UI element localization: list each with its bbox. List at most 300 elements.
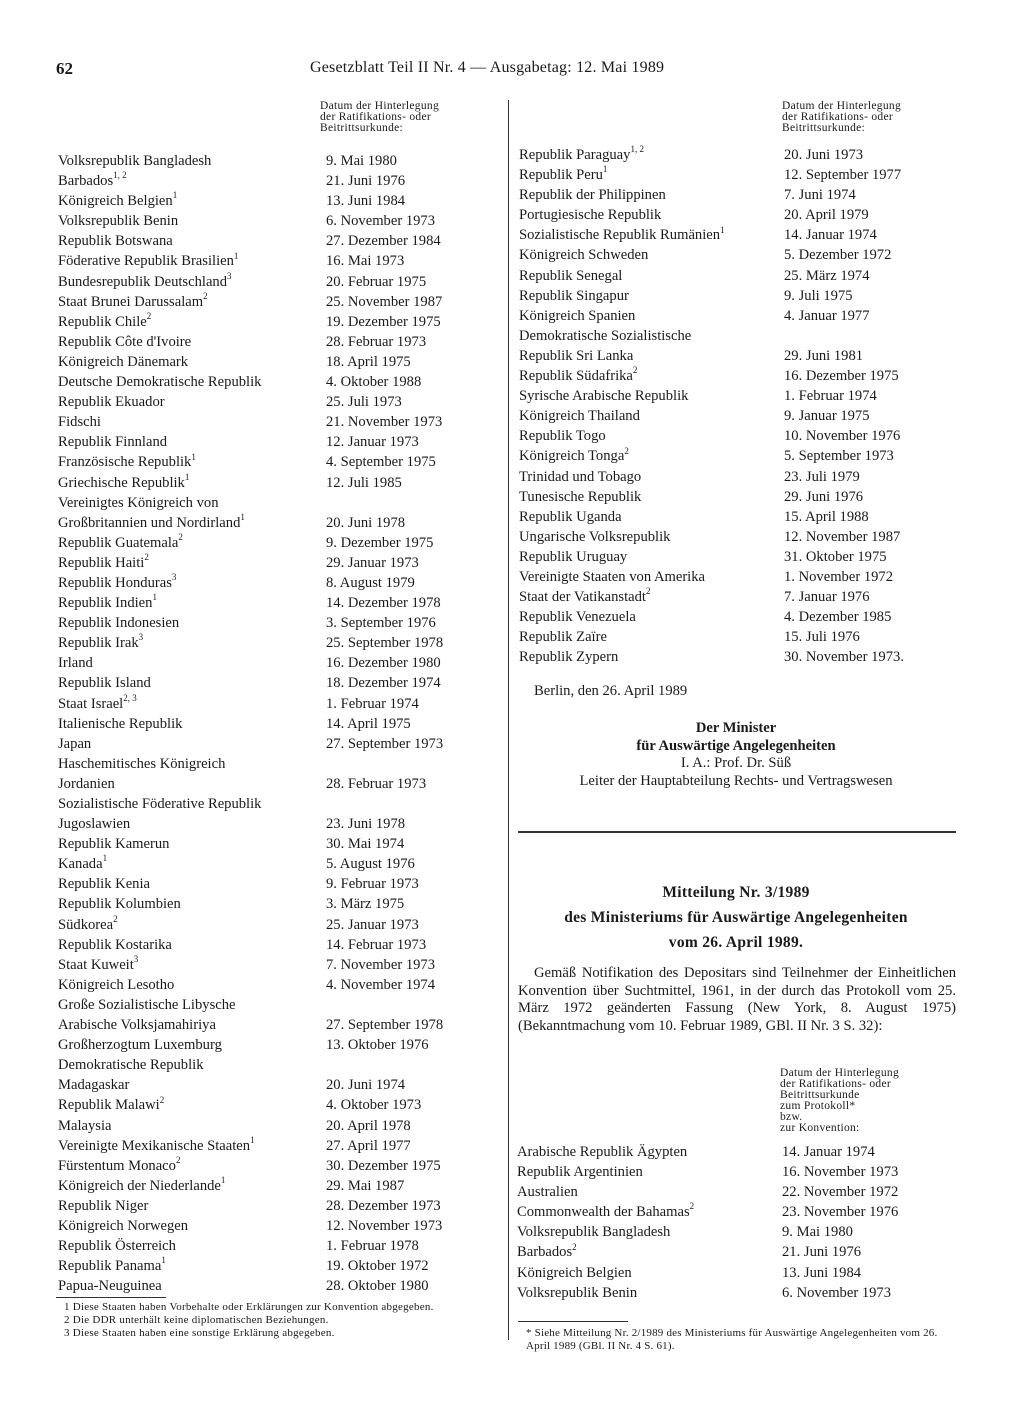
deposit-date: 19. Oktober 1972 — [326, 1258, 429, 1275]
notice-title — [516, 880, 956, 955]
deposit-date: 4. September 1975 — [326, 454, 436, 471]
deposit-date: 12. September 1977 — [784, 167, 902, 184]
state-entry — [519, 145, 959, 165]
state-entry — [519, 266, 959, 286]
state-entry — [519, 225, 959, 245]
state-name — [58, 553, 326, 573]
left-column-header — [320, 101, 439, 134]
deposit-date: 25. November 1987 — [326, 293, 443, 310]
state-name-text: Republik Argentinien — [517, 1164, 643, 1181]
footnote-marker: 3 — [138, 632, 144, 643]
state-entry — [517, 1142, 957, 1162]
footnote-marker: 2 — [113, 913, 118, 924]
state-name — [519, 627, 784, 647]
deposit-date: 3. September 1976 — [326, 615, 436, 632]
state-name-text: Republik Zypern — [519, 649, 619, 666]
deposit-date: 14. Februar 1973 — [326, 936, 427, 953]
deposit-date: 1. Februar 1978 — [326, 1238, 419, 1255]
deposit-date: 20. Juni 1973 — [784, 147, 864, 163]
deposit-date: 21. Juni 1976 — [782, 1244, 862, 1261]
state-entry — [58, 1075, 498, 1095]
footnote-marker: 1 — [152, 592, 157, 603]
state-name — [58, 734, 326, 754]
state-name — [519, 507, 784, 527]
column-header-line: Datum der Hinterlegung — [782, 100, 902, 112]
state-name-text: Italienische Republik — [58, 715, 183, 732]
deposit-date: 14. Januar 1974 — [782, 1144, 875, 1160]
state-entry — [519, 245, 959, 265]
signature-block — [516, 720, 956, 790]
state-name — [58, 995, 326, 1015]
state-entry — [58, 955, 498, 975]
footnote-marker: 2 — [624, 445, 629, 456]
state-entry — [58, 794, 498, 814]
deposit-date: 27. September 1978 — [326, 1017, 444, 1034]
state-name — [58, 814, 326, 834]
deposit-date: 9. Januar 1975 — [784, 408, 870, 425]
state-name-text: Griechische Republik — [58, 474, 185, 491]
deposit-date: 28. Februar 1973 — [326, 775, 427, 792]
state-name — [58, 513, 326, 533]
state-name — [58, 874, 326, 894]
signatory: I. A.: Prof. Dr. Süß — [680, 755, 792, 771]
column-header-line: zum Protokoll* — [780, 1100, 856, 1112]
state-name-text: Republik Indien — [58, 595, 153, 612]
state-entry — [58, 473, 498, 493]
state-name-text: Republik Haiti — [58, 554, 145, 571]
state-name — [58, 1136, 326, 1156]
state-entry — [519, 467, 959, 487]
deposit-date: 23. Juli 1979 — [784, 468, 860, 485]
state-name-text: Republik Kolumbien — [58, 896, 181, 913]
deposit-date: 9. Dezember 1975 — [326, 534, 434, 551]
state-name-text: Staat Israel — [58, 695, 124, 712]
deposit-date: 9. Juli 1975 — [784, 287, 853, 304]
state-name — [58, 834, 326, 854]
state-name-text: Republik Südafrika — [519, 368, 633, 385]
footnote-marker: 2, 3 — [123, 692, 137, 703]
state-entry — [517, 1263, 957, 1283]
signatory-title: Leiter der Hauptabteilung Rechts- und Vertragswesen — [579, 772, 893, 789]
deposit-date: 13. Juni 1984 — [782, 1264, 862, 1281]
deposit-date: 13. Juni 1984 — [326, 193, 406, 210]
state-name — [58, 754, 326, 774]
state-entry — [519, 286, 959, 306]
state-entry — [519, 346, 959, 366]
state-name-text: Königreich Tonga — [519, 448, 625, 465]
state-name — [58, 1236, 326, 1256]
state-entry — [58, 673, 498, 693]
deposit-date: 7. November 1973 — [326, 956, 436, 973]
state-name — [519, 346, 784, 366]
deposit-date: 4. Oktober 1973 — [326, 1097, 422, 1114]
state-entry — [58, 1136, 498, 1156]
state-name — [58, 151, 326, 171]
state-name-text: Republik Peru — [519, 167, 603, 184]
deposit-date: 9. Mai 1980 — [326, 153, 397, 169]
deposit-date: 14. Januar 1974 — [784, 227, 877, 244]
state-name-text: Arabische Republik Ägypten — [517, 1144, 688, 1160]
state-name-text: Republik Niger — [58, 1197, 149, 1214]
state-name — [58, 372, 326, 392]
state-name-text: Königreich Spanien — [519, 307, 636, 324]
state-entry — [519, 326, 959, 346]
state-entry — [517, 1242, 957, 1262]
deposit-date: 16. Dezember 1980 — [326, 655, 441, 672]
deposit-date: 6. November 1973 — [326, 213, 436, 230]
state-name-text: Deutsche Demokratische Republik — [58, 374, 262, 391]
state-entry — [58, 151, 498, 171]
state-name-text: Demokratische Sozialistische — [519, 327, 692, 344]
state-name-text: Königreich Thailand — [519, 408, 640, 425]
state-name — [517, 1142, 782, 1162]
state-name-text: Republik Côte d'Ivoire — [58, 333, 192, 350]
column-header-line: Beitrittsurkunde: — [782, 122, 866, 134]
footnote-marker: 2 — [646, 586, 651, 597]
state-name — [517, 1222, 782, 1242]
state-name — [519, 366, 784, 386]
state-name-text: Republik Irak — [58, 635, 139, 652]
footnote-marker: 1 — [172, 190, 178, 201]
state-name-text: Republik Panama — [58, 1258, 162, 1275]
state-name-text: Ungarische Volksrepublik — [519, 528, 671, 545]
state-entry — [58, 734, 498, 754]
column-header-line: Datum der Hinterlegung — [780, 1067, 900, 1079]
deposit-date: 22. November 1972 — [782, 1184, 899, 1201]
state-name-text: Republik Paraguay — [519, 147, 631, 163]
state-name-text: Republik der Philippinen — [519, 187, 666, 204]
state-name-text: Republik Finnland — [58, 434, 168, 451]
state-entry — [519, 426, 959, 446]
deposit-date: 25. September 1978 — [326, 635, 444, 652]
deposit-date: 14. April 1975 — [326, 715, 411, 732]
state-name-text: Barbados — [517, 1244, 573, 1261]
state-name — [58, 452, 326, 472]
state-name-text: Barbados — [58, 173, 114, 190]
state-entry — [58, 533, 498, 553]
state-entry — [517, 1222, 957, 1242]
state-name-text: Vereinigte Staaten von Amerika — [519, 568, 706, 585]
state-entry — [58, 231, 498, 251]
state-entry — [58, 513, 498, 533]
state-entry — [58, 251, 498, 271]
state-name-text: Portugiesische Republik — [519, 207, 662, 224]
state-name-text: Vereinigte Mexikanische Staaten — [58, 1137, 251, 1154]
state-name — [58, 854, 326, 874]
footnote-marker: 2 — [175, 1154, 181, 1165]
footnote-marker: 2 — [572, 1241, 577, 1252]
state-name-text: Bundesrepublik Deutschland — [58, 273, 228, 290]
state-entry — [58, 493, 498, 513]
state-entry — [58, 915, 498, 935]
state-name-text: Republik Kamerun — [58, 836, 170, 853]
state-entry — [58, 894, 498, 914]
state-name-text: Königreich Belgien — [58, 193, 173, 210]
state-entry — [519, 406, 959, 426]
state-entry — [519, 587, 959, 607]
state-entry — [58, 1156, 498, 1176]
footnote-marker: 3 — [171, 572, 177, 583]
deposit-date: 21. November 1973 — [326, 414, 443, 431]
deposit-date: 7. Juni 1974 — [784, 187, 856, 204]
state-entry — [58, 1116, 498, 1136]
column-header-line: der Ratifikations- oder — [780, 1078, 892, 1090]
state-name — [58, 191, 326, 211]
state-entry — [58, 1095, 498, 1115]
state-name — [58, 694, 326, 714]
state-name — [58, 493, 326, 513]
state-name — [58, 412, 326, 432]
state-name — [519, 185, 784, 205]
footnote-marker: 1 — [233, 250, 239, 261]
state-entry — [519, 647, 959, 667]
state-name — [58, 533, 326, 553]
state-name — [58, 653, 326, 673]
state-entry — [58, 171, 498, 191]
state-name — [58, 1055, 326, 1075]
state-name-text: Republik Zaïre — [519, 629, 607, 646]
state-name — [58, 633, 326, 653]
state-name — [58, 955, 326, 975]
deposit-date: 9. Februar 1973 — [326, 876, 419, 893]
state-name-text: Syrische Arabische Republik — [519, 388, 689, 405]
right-state-list — [519, 145, 959, 667]
deposit-date: 29. Juni 1981 — [784, 347, 864, 364]
state-name — [519, 245, 784, 265]
deposit-date: 20. April 1978 — [326, 1117, 411, 1134]
state-entry — [58, 332, 498, 352]
state-name — [58, 392, 326, 412]
deposit-date: 16. Dezember 1975 — [784, 368, 899, 385]
state-name-text: Staat der Vatikanstadt — [519, 589, 646, 606]
state-name-text: Königreich Dänemark — [58, 353, 189, 370]
state-entry — [519, 627, 959, 647]
column-divider — [508, 100, 509, 1340]
state-entry — [58, 874, 498, 894]
state-name — [58, 1196, 326, 1216]
deposit-date: 1. November 1972 — [784, 568, 894, 585]
state-name-text: Kanada — [58, 856, 103, 873]
state-entry — [519, 165, 959, 185]
state-entry — [58, 573, 498, 593]
footnote-marker: 1 — [191, 451, 196, 462]
state-entry — [58, 774, 498, 794]
state-entry — [519, 446, 959, 466]
state-name-text: Französische Republik — [58, 454, 192, 471]
footnote-marker: 2 — [144, 552, 149, 563]
state-name-text: Volksrepublik Bangladesh — [58, 153, 212, 169]
deposit-date: 10. November 1976 — [784, 428, 901, 445]
state-name-text: Großbritannien und Nordirland — [58, 514, 241, 531]
ministry-name: für Auswärtige Angelegenheiten — [636, 737, 836, 754]
footnote-marker: 1 — [220, 1174, 226, 1185]
state-entry — [519, 306, 959, 326]
state-name-text: Republik Sri Lanka — [519, 347, 634, 364]
state-name — [58, 1116, 326, 1136]
state-name-text: Großherzogtum Luxemburg — [58, 1037, 222, 1054]
state-name-text: Republik Venezuela — [519, 609, 636, 626]
right-column-header — [782, 101, 901, 134]
running-head: Gesetzblatt Teil II Nr. 4 — Ausgabetag: 12. Mai 1989 — [310, 59, 665, 76]
state-name — [58, 231, 326, 251]
footnote-marker: 1 — [602, 164, 608, 175]
left-state-list — [58, 151, 498, 1296]
deposit-date: 4. Dezember 1985 — [784, 609, 892, 626]
state-name — [519, 266, 784, 286]
minister-title: Der Minister — [695, 720, 777, 736]
state-entry — [58, 211, 498, 231]
state-name — [58, 1216, 326, 1236]
state-entry — [58, 1256, 498, 1276]
state-name — [519, 306, 784, 326]
state-name-text: Südkorea — [58, 916, 114, 933]
state-name — [58, 211, 326, 231]
state-name — [58, 1075, 326, 1095]
state-entry — [58, 1276, 498, 1296]
state-name — [519, 326, 784, 346]
state-entry — [58, 432, 498, 452]
deposit-date: 16. November 1973 — [782, 1164, 899, 1181]
deposit-date: 12. Januar 1973 — [326, 434, 419, 451]
state-name — [58, 1095, 326, 1115]
state-name — [519, 145, 784, 165]
deposit-date: 29. Januar 1973 — [326, 554, 419, 571]
deposit-date: 30. Dezember 1975 — [326, 1157, 441, 1174]
state-name-text: Madagaskar — [58, 1077, 130, 1094]
state-name-text: Malaysia — [58, 1117, 112, 1134]
notice-title-line: vom 26. April 1989. — [668, 934, 804, 951]
state-entry — [58, 412, 498, 432]
state-name — [58, 714, 326, 734]
state-entry — [58, 714, 498, 734]
deposit-date: 28. Oktober 1980 — [326, 1278, 429, 1295]
state-entry — [58, 1196, 498, 1216]
state-entry — [58, 312, 498, 332]
column-header-line: bzw. — [780, 1111, 803, 1123]
state-name-text: Staat Brunei Darussalam — [58, 293, 204, 310]
state-entry — [58, 593, 498, 613]
footnote: 2 Die DDR unterhält keine diplomatischen Beziehungen. — [64, 1314, 329, 1326]
state-name-text: Republik Uruguay — [519, 548, 628, 565]
deposit-date: 14. Dezember 1978 — [326, 595, 441, 612]
page-number: 62 — [56, 59, 73, 78]
star-note-text: * Siehe Mitteilung Nr. 2/1989 des Ministeriums für Auswärtige Angelegenheiten vom 26. April 1989 (GBl. II Nr. 4 S. 61). — [526, 1327, 938, 1352]
footnotes — [56, 1297, 496, 1340]
deposit-date: 29. Juni 1976 — [784, 488, 864, 505]
notice-column-header — [780, 1068, 899, 1134]
state-entry — [58, 372, 498, 392]
state-name-text: Republik Ekuador — [58, 394, 165, 411]
footnote-marker: 3 — [227, 270, 232, 281]
deposit-date: 15. April 1988 — [784, 508, 869, 525]
column-header-line: zur Konvention: — [780, 1122, 860, 1134]
state-entry — [519, 487, 959, 507]
notice-title-line: Mitteilung Nr. 3/1989 — [662, 884, 810, 901]
state-name — [58, 1156, 326, 1176]
state-name-text: Republik Kenia — [58, 876, 151, 893]
state-name-text: Königreich Schweden — [519, 247, 649, 264]
state-name-text: Sozialistische Föderative Republik — [58, 796, 262, 812]
deposit-date: 23. Juni 1978 — [326, 816, 406, 833]
state-name — [58, 312, 326, 332]
deposit-date: 3. März 1975 — [326, 896, 405, 913]
footnote-marker: 2 — [146, 310, 152, 321]
state-name — [58, 171, 326, 191]
state-name — [517, 1242, 782, 1262]
state-name — [519, 286, 784, 306]
state-name-text: Große Sozialistische Libysche — [58, 996, 236, 1013]
state-entry — [519, 205, 959, 225]
state-name — [58, 894, 326, 914]
state-entry — [58, 653, 498, 673]
state-name — [58, 1256, 326, 1276]
deposit-date: 4. Oktober 1988 — [326, 374, 422, 391]
state-name — [58, 794, 326, 814]
state-name-text: Republik Botswana — [58, 233, 173, 250]
deposit-date: 25. Juli 1973 — [326, 394, 402, 411]
column-header-line: Beitrittsurkunde — [780, 1089, 860, 1101]
state-name-text: Republik Uganda — [519, 508, 622, 525]
deposit-date: 27. April 1977 — [326, 1137, 411, 1154]
state-entry — [58, 1216, 498, 1236]
state-name-text: Republik Togo — [519, 428, 606, 445]
state-name-text: Trinidad und Tobago — [519, 468, 642, 485]
state-name-text: Fürstentum Monaco — [58, 1157, 176, 1174]
star-note — [518, 1327, 958, 1353]
deposit-date: 20. Februar 1975 — [326, 273, 427, 290]
state-name-text: Volksrepublik Benin — [517, 1284, 638, 1301]
state-name-text: Demokratische Republik — [58, 1057, 204, 1074]
state-entry — [58, 392, 498, 412]
deposit-date: 30. November 1973. — [784, 649, 904, 666]
state-name — [58, 673, 326, 693]
state-name-text: Königreich Lesotho — [58, 976, 175, 993]
deposit-date: 12. November 1973 — [326, 1217, 443, 1234]
signoff-place-date: Berlin, den 26. April 1989 — [534, 683, 688, 699]
deposit-date: 6. November 1973 — [782, 1284, 892, 1301]
deposit-date: 25. Januar 1973 — [326, 916, 419, 933]
footnote-marker: 1 — [250, 1134, 255, 1145]
state-name — [58, 272, 326, 292]
footnote-marker: 1 — [720, 224, 725, 235]
footnote-marker: 2 — [159, 1094, 165, 1105]
deposit-date: 20. Juni 1978 — [326, 514, 406, 531]
state-name — [517, 1263, 782, 1283]
deposit-date: 23. November 1976 — [782, 1204, 899, 1221]
column-header-line: der Ratifikations- oder — [320, 111, 432, 123]
state-entry — [58, 191, 498, 211]
notice-intro-text: Gemäß Notifikation des Depositars sind Teilnehmer der Einheitlichen Konvention über Suchtmittel, 1961, in der durch das Protokoll vom 25. März 1972 geänderten Fassung (New York, 8. August 1975) (Bekanntmachung vom 10. Februar 1989, GBl. II Nr. 3 S. 32): — [518, 965, 956, 1034]
state-entry — [517, 1162, 957, 1182]
footnote: 1 Diese Staaten haben Vorbehalte oder Erklärungen zur Konvention abgegeben. — [64, 1301, 434, 1313]
state-name — [58, 1015, 326, 1035]
deposit-date: 5. August 1976 — [326, 856, 415, 873]
state-name-text: Republik Malawi — [58, 1097, 160, 1114]
state-name-text: Jordanien — [58, 775, 115, 792]
state-name — [58, 613, 326, 633]
state-entry — [58, 1055, 498, 1075]
state-name-text: Haschemitisches Königreich — [58, 755, 226, 772]
deposit-date: 5. Dezember 1972 — [784, 247, 892, 264]
state-name-text: Republik Kostarika — [58, 936, 172, 953]
state-entry — [58, 975, 498, 995]
state-entry — [519, 507, 959, 527]
deposit-date: 25. März 1974 — [784, 267, 870, 284]
state-entry — [517, 1283, 957, 1303]
state-name-text: Königreich Belgien — [517, 1264, 632, 1281]
state-name — [519, 426, 784, 446]
state-name — [519, 567, 784, 587]
